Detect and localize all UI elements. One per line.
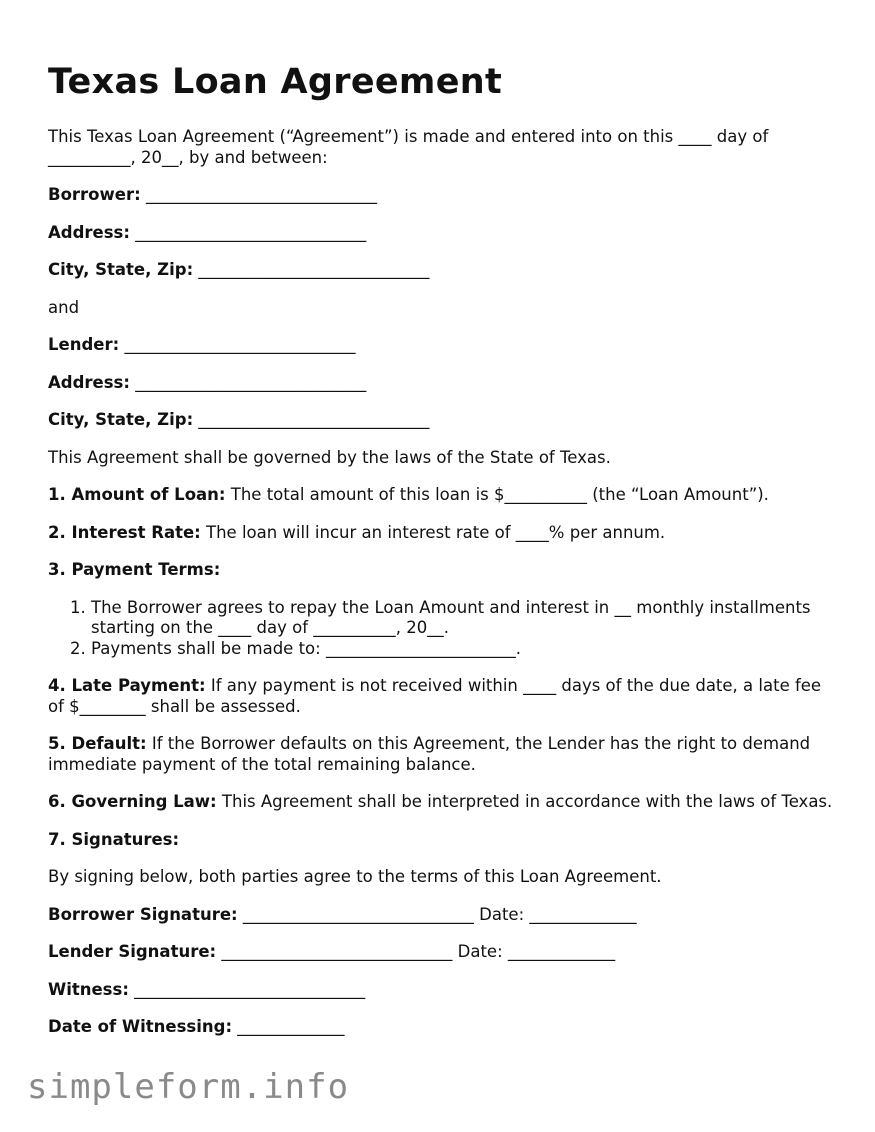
section-amount-label: 1. Amount of Loan:: [48, 485, 226, 504]
borrower-name-line: [48, 185, 838, 206]
borrower-address-label: Address:: [48, 222, 130, 242]
section-amount-text: The total amount of this loan is $__________ (the “Loan Amount”).: [225, 485, 769, 504]
lender-city-blank: ____________________________: [193, 410, 430, 429]
payment-terms-list: [48, 598, 838, 660]
lender-signature-line: [48, 942, 838, 963]
borrower-name-blank: ____________________________: [140, 185, 377, 204]
section-governing-law: [48, 792, 838, 813]
section-late-payment-label: 4. Late Payment:: [48, 676, 206, 695]
borrower-address-blank: ____________________________: [129, 222, 367, 242]
document-title: Texas Loan Agreement: [48, 62, 502, 102]
list-item: 2. Payments shall be made to: _______________________.: [91, 639, 838, 660]
list-item: 1. The Borrower agrees to repay the Loan Amount and interest in __ monthly installments starting on the ____ day of __________, 20__.: [91, 598, 838, 639]
lender-name-line: [48, 335, 838, 356]
watermark: simpleform.info: [27, 1067, 350, 1107]
borrower-address-line: [48, 223, 838, 244]
witness-date-label: Date of Witnessing:: [48, 1017, 233, 1036]
section-payment-terms-label: 3. Payment Terms:: [48, 560, 221, 579]
lender-address-line: [48, 373, 838, 394]
witness-blank: ____________________________: [128, 979, 366, 999]
section-signatures: [48, 830, 838, 851]
section-governing-law-text: This Agreement shall be interpreted in accordance with the laws of Texas.: [216, 792, 833, 811]
borrower-city-blank: ____________________________: [193, 260, 430, 279]
lender-address-blank: ____________________________: [129, 372, 367, 392]
section-default-text: If the Borrower defaults on this Agreement, the Lender has the right to demand immediate payment of the total remaining balance.: [48, 734, 811, 774]
borrower-signature-line: [48, 905, 838, 926]
section-default-label: 5. Default:: [48, 734, 147, 753]
section-governing-law-label: 6. Governing Law:: [48, 792, 217, 811]
witness-line: [48, 980, 838, 1001]
section-interest-label: 2. Interest Rate:: [48, 522, 201, 542]
document-page: [48, 60, 838, 1038]
lender-city-label: City, State, Zip:: [48, 410, 194, 429]
section-amount: [48, 485, 838, 506]
section-late-payment-text: If any payment is not received within ____ days of the due date, a late fee of $________ shall be assessed.: [48, 676, 822, 716]
section-default: [48, 734, 838, 775]
section-interest: [48, 523, 838, 544]
borrower-city-label: City, State, Zip:: [48, 260, 194, 279]
lender-name-label: Lender:: [48, 335, 120, 354]
borrower-city-line: [48, 260, 838, 281]
witness-date-blank: _____________: [232, 1017, 345, 1036]
section-late-payment: [48, 676, 838, 717]
lender-address-label: Address:: [48, 372, 130, 392]
borrower-signature-label: Borrower Signature:: [48, 904, 238, 924]
borrower-name-label: Borrower:: [48, 185, 141, 204]
section-signatures-label: 7. Signatures:: [48, 829, 180, 849]
and-text: and: [48, 297, 80, 317]
borrower-signature-blank: ____________________________ Date: _____________: [237, 904, 637, 924]
intro-paragraph: This Texas Loan Agreement (“Agreement”) is made and entered into on this ____ day of __________, 20__, by and between:: [48, 127, 769, 167]
section-interest-text: The loan will incur an interest rate of ____% per annum.: [200, 522, 666, 542]
lender-name-blank: ____________________________: [119, 335, 356, 354]
witness-label: Witness:: [48, 979, 129, 999]
witness-date-line: [48, 1017, 838, 1038]
lender-signature-label: Lender Signature:: [48, 942, 217, 961]
section-signatures-text: By signing below, both parties agree to the terms of this Loan Agreement.: [48, 867, 662, 886]
lender-signature-blank: ____________________________ Date: _____________: [216, 942, 616, 961]
lender-city-line: [48, 410, 838, 431]
section-payment-terms: [48, 560, 838, 581]
governed-text: This Agreement shall be governed by the laws of the State of Texas.: [48, 447, 611, 467]
